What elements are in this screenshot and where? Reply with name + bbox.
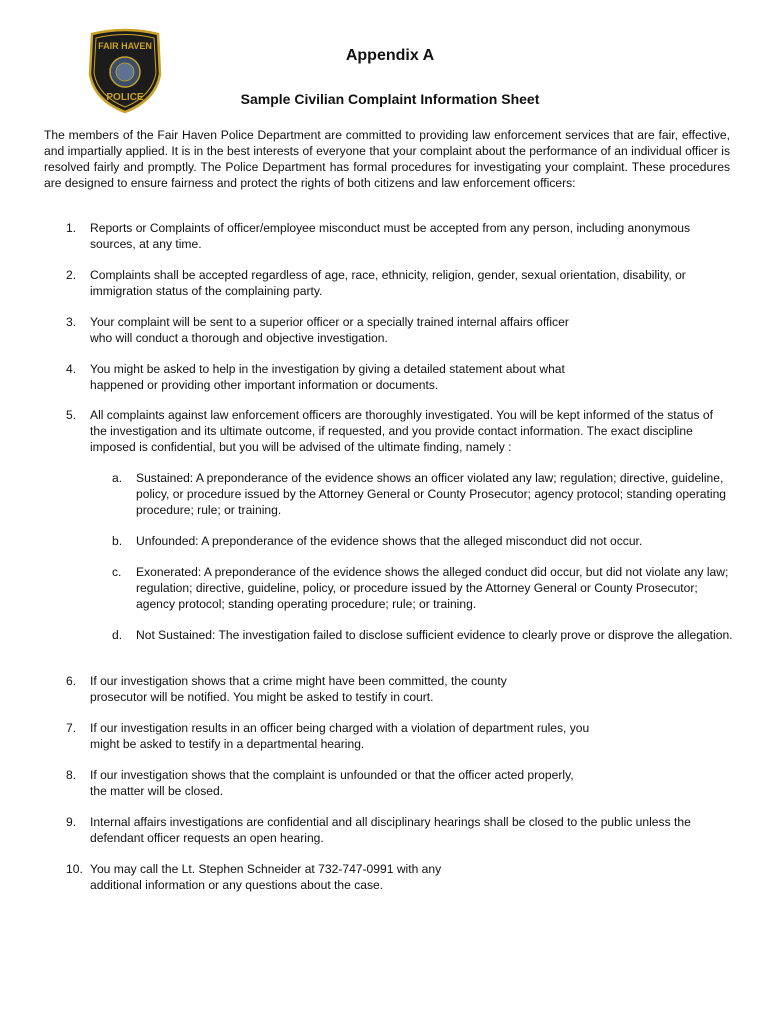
intro-paragraph: The members of the Fair Haven Police Department are committed to providing law enforcement services that are fair, effective, and impartially applied. It is in the best interests of everyone that your complaint about the performance of an individual officer is resolved fairly and promptly. The Police Department has formal procedures for investigating your complaint. These procedures are designed to ensure fairness and protect the rights of both citizens and law enforcement officers: <box>44 128 730 190</box>
list-item-text: If our investigation shows that a crime might have been committed, the county prosecutor will be notified. You might be asked to testify in court. <box>90 674 507 704</box>
list-item-number: 1. <box>66 221 77 235</box>
sub-list-item-letter: c. <box>112 565 122 579</box>
sub-list-item-text: Unfounded: A preponderance of the evidence shows that the alleged misconduct did not occur. <box>136 534 643 548</box>
sub-list-item-text: Exonerated: A preponderance of the evidence shows the alleged conduct did occur, but did not violate any law; regulation; directive, guideline, policy, or procedure issued by the Attorney General or County Prosecutor; agency protocol; standing operating procedure; rule; or training. <box>136 565 729 611</box>
badge-top-text: FAIR HAVEN <box>98 41 152 51</box>
list-item-text: All complaints against law enforcement officers are thoroughly investigated. You will be kept informed of the status of the investigation and its ultimate outcome, if requested, and you provide contact information. The exact discipline imposed is confidential, but you will be advised of the ultimate finding, namely : <box>90 408 713 454</box>
list-item-number: 9. <box>66 815 77 829</box>
list-item-text: Internal affairs investigations are confidential and all disciplinary hearings shall be closed to the public unless the defendant officer requests an open hearing. <box>90 815 691 845</box>
sub-list-item-text: Not Sustained: The investigation failed to disclose sufficient evidence to clearly prove or disprove the allegation. <box>136 628 733 642</box>
list-item-number: 6. <box>66 674 77 688</box>
sub-list-item-letter: d. <box>112 628 123 642</box>
list-item-text: You may call the Lt. Stephen Schneider at 732-747-0991 with any additional information or any questions about the case. <box>90 862 442 892</box>
page-title: Appendix A <box>345 47 435 64</box>
page-subtitle: Sample Civilian Complaint Information Sheet <box>240 91 540 107</box>
list-item-number: 8. <box>66 768 77 782</box>
list-item-number: 7. <box>66 721 77 735</box>
list-item-number: 3. <box>66 315 77 329</box>
list-item-text: You might be asked to help in the investigation by giving a detailed statement about what happened or providing other important information or documents. <box>90 362 565 392</box>
sub-list-item-letter: b. <box>112 534 123 548</box>
list-item-text: Your complaint will be sent to a superior officer or a specially trained internal affairs officer who will conduct a thorough and objective investigation. <box>90 315 569 345</box>
list-item-text: Complaints shall be accepted regardless of age, race, ethnicity, religion, gender, sexual orientation, disability, or immigration status of the complaining party. <box>90 268 686 298</box>
sub-list-item-text: Sustained: A preponderance of the evidence shows an officer violated any law; regulation; directive, guideline, policy, or procedure issued by the Attorney General or County Prosecutor; agency protocol; standing operating procedure; rule; or training. <box>136 471 727 517</box>
list-item-text: If our investigation results in an officer being charged with a violation of department rules, you might be asked to testify in a departmental hearing. <box>90 721 590 751</box>
list-item-number: 10. <box>66 862 83 876</box>
list-item-number: 2. <box>66 268 77 282</box>
badge-bottom-text: POLICE <box>106 92 144 103</box>
list-item-number: 4. <box>66 362 77 376</box>
list-item-text: Reports or Complaints of officer/employee misconduct must be accepted from any person, including anonymous sources, at any time. <box>90 221 691 251</box>
list-item-text: If our investigation shows that the complaint is unfounded or that the officer acted properly, the matter will be closed. <box>90 768 574 798</box>
list-item-number: 5. <box>66 408 77 422</box>
sub-list-item-letter: a. <box>112 471 123 485</box>
